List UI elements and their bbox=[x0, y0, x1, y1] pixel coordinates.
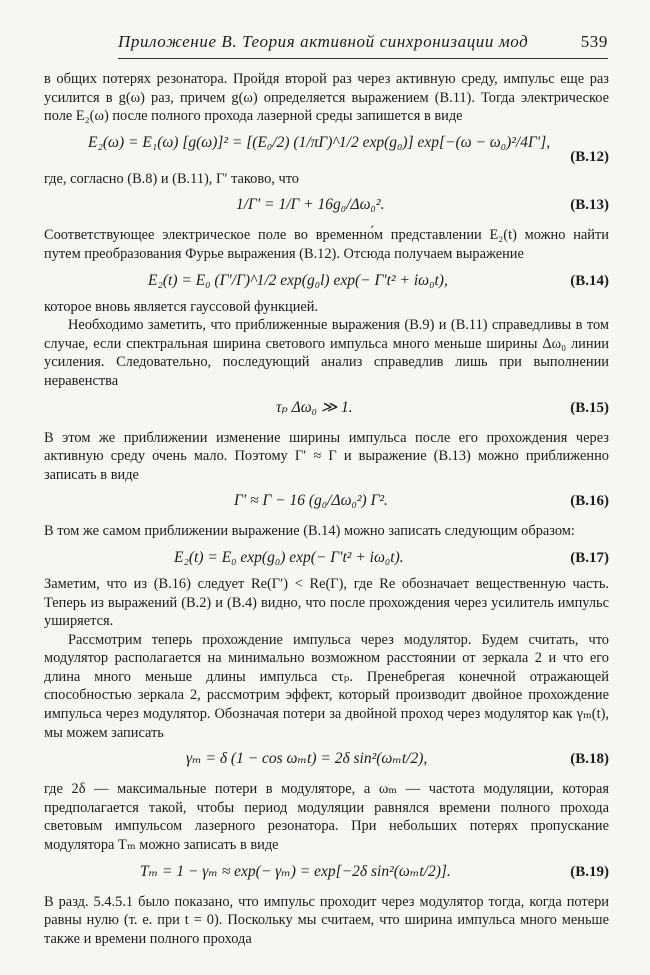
page-header bbox=[118, 30, 608, 56]
equation-label: (B.12) bbox=[570, 148, 609, 165]
equation-b16 bbox=[44, 484, 609, 518]
equation-b14 bbox=[44, 264, 609, 298]
equation-label: (B.14) bbox=[570, 272, 609, 289]
equation-b19 bbox=[44, 855, 609, 889]
equation-b18 bbox=[44, 742, 609, 776]
page-body bbox=[44, 70, 609, 948]
paragraph: Соответствующее электрическое поле во временно́м представлении E₂(t) можно найти путем преобразования Фурье выражения (B.12). Отсюда получаем выражение bbox=[44, 227, 609, 262]
equation-label: (B.13) bbox=[570, 197, 609, 214]
page-number: 539 bbox=[580, 32, 608, 51]
equation-formula: E₂(ω) = E₁(ω) [g(ω)]² = [(E₀/2) (1/πΓ)^1/2 exp(g₀)] exp[−(ω − ω₀)²/4Γ′], bbox=[88, 133, 551, 151]
equation-label: (B.18) bbox=[570, 751, 609, 768]
paragraph: В том же самом приближении выражение (B.14) можно записать следующим образом: bbox=[44, 523, 575, 540]
paragraph: в общих потерях резонатора. Пройдя второй раз через активную среду, импульс еще раз усилится в g(ω) раз, причем g(ω) определяется выражением (B.11). Тогда электрическое поле E₂(ω) после полного прохода лазерной среды запишется в виде bbox=[44, 71, 609, 125]
equation-label: (B.16) bbox=[570, 493, 609, 510]
paragraph: Необходимо заметить, что приближенные выражения (B.9) и (B.11) справедливы в том случае, если спектральная ширина светового импульса много меньше ширины Δω₀ линии усиления. Следовательно, последующий анализ справедлив лишь при выполнении неравенства bbox=[44, 317, 609, 389]
header-rule bbox=[118, 58, 608, 59]
running-title: Приложение B. Теория активной синхронизации мод bbox=[118, 32, 529, 51]
equation-formula: τₚ Δω₀ ≫ 1. bbox=[276, 398, 353, 416]
equation-label: (B.19) bbox=[570, 863, 609, 880]
paragraph: Рассмотрим теперь прохождение импульса через модулятор. Будем считать, что модулятор располагается на минимально возможном расстоянии от зеркала 2 и что его длина много меньше длины импульса cτₚ. Пренебрегая конечной отражающей способностью зеркала 2, рассмотрим эффект, который производит двойное прохождение импульса через модулятор. Обозначая потери за двойной проход через модулятор как γₘ(t), мы можем записать bbox=[44, 631, 609, 741]
equation-label: (B.15) bbox=[570, 399, 609, 416]
paragraph: которое вновь является гауссовой функцией. bbox=[44, 298, 319, 315]
equation-b13 bbox=[44, 188, 609, 222]
equation-label: (B.17) bbox=[570, 549, 609, 566]
equation-b17 bbox=[44, 541, 609, 575]
equation-formula: 1/Γ′ = 1/Γ + 16g₀/Δω₀². bbox=[236, 196, 385, 214]
equation-formula: γₘ = δ (1 − cos ωₘt) = 2δ sin²(ωₘt/2), bbox=[186, 750, 428, 768]
equation-formula: Tₘ = 1 − γₘ ≈ exp(− γₘ) = exp[−2δ sin²(ωₘt/2)]. bbox=[140, 862, 451, 880]
equation-formula: E₂(t) = E₀ (Γ′/Γ)^1/2 exp(g₀l) exp(− Γ′t² + iω₀t), bbox=[148, 271, 448, 289]
equation-formula: E₂(t) = E₀ exp(g₀) exp(− Γ′t² + iω₀t). bbox=[174, 548, 404, 566]
equation-b12 bbox=[44, 126, 609, 170]
paragraph: Заметим, что из (B.16) следует Re(Γ′) < Re(Γ), где Re обозначает вещественную часть. Теперь из выражений (B.2) и (B.4) видно, что после прохождения через усилитель импульс уширяется. bbox=[44, 575, 609, 630]
equation-formula: Γ′ ≈ Γ − 16 (g₀/Δω₀²) Γ². bbox=[234, 492, 388, 510]
equation-b15 bbox=[44, 391, 609, 425]
paragraph: В разд. 5.4.5.1 было показано, что импульс проходит через модулятор тогда, когда потери равны нулю (т. е. при t = 0). Поскольку мы считаем, что ширина импульса много меньше также и времени полного прохода bbox=[44, 893, 609, 947]
paragraph: где, согласно (B.8) и (B.11), Γ′ таково, что bbox=[44, 170, 299, 187]
paragraph: где 2δ — максимальные потери в модуляторе, а ωₘ — частота модуляции, которая предполагается такой, чтобы период модуляции равнялся времени полного прохода световым импульсом лазерного резонатора. При небольших потерях пропускание модулятора Tₘ можно записать в виде bbox=[44, 781, 609, 854]
paragraph: В этом же приближении изменение ширины импульса после его прохождения через активную среду очень мало. Поэтому Γ′ ≈ Γ и выражение (B.13) можно приближенно записать в виде bbox=[44, 429, 609, 483]
